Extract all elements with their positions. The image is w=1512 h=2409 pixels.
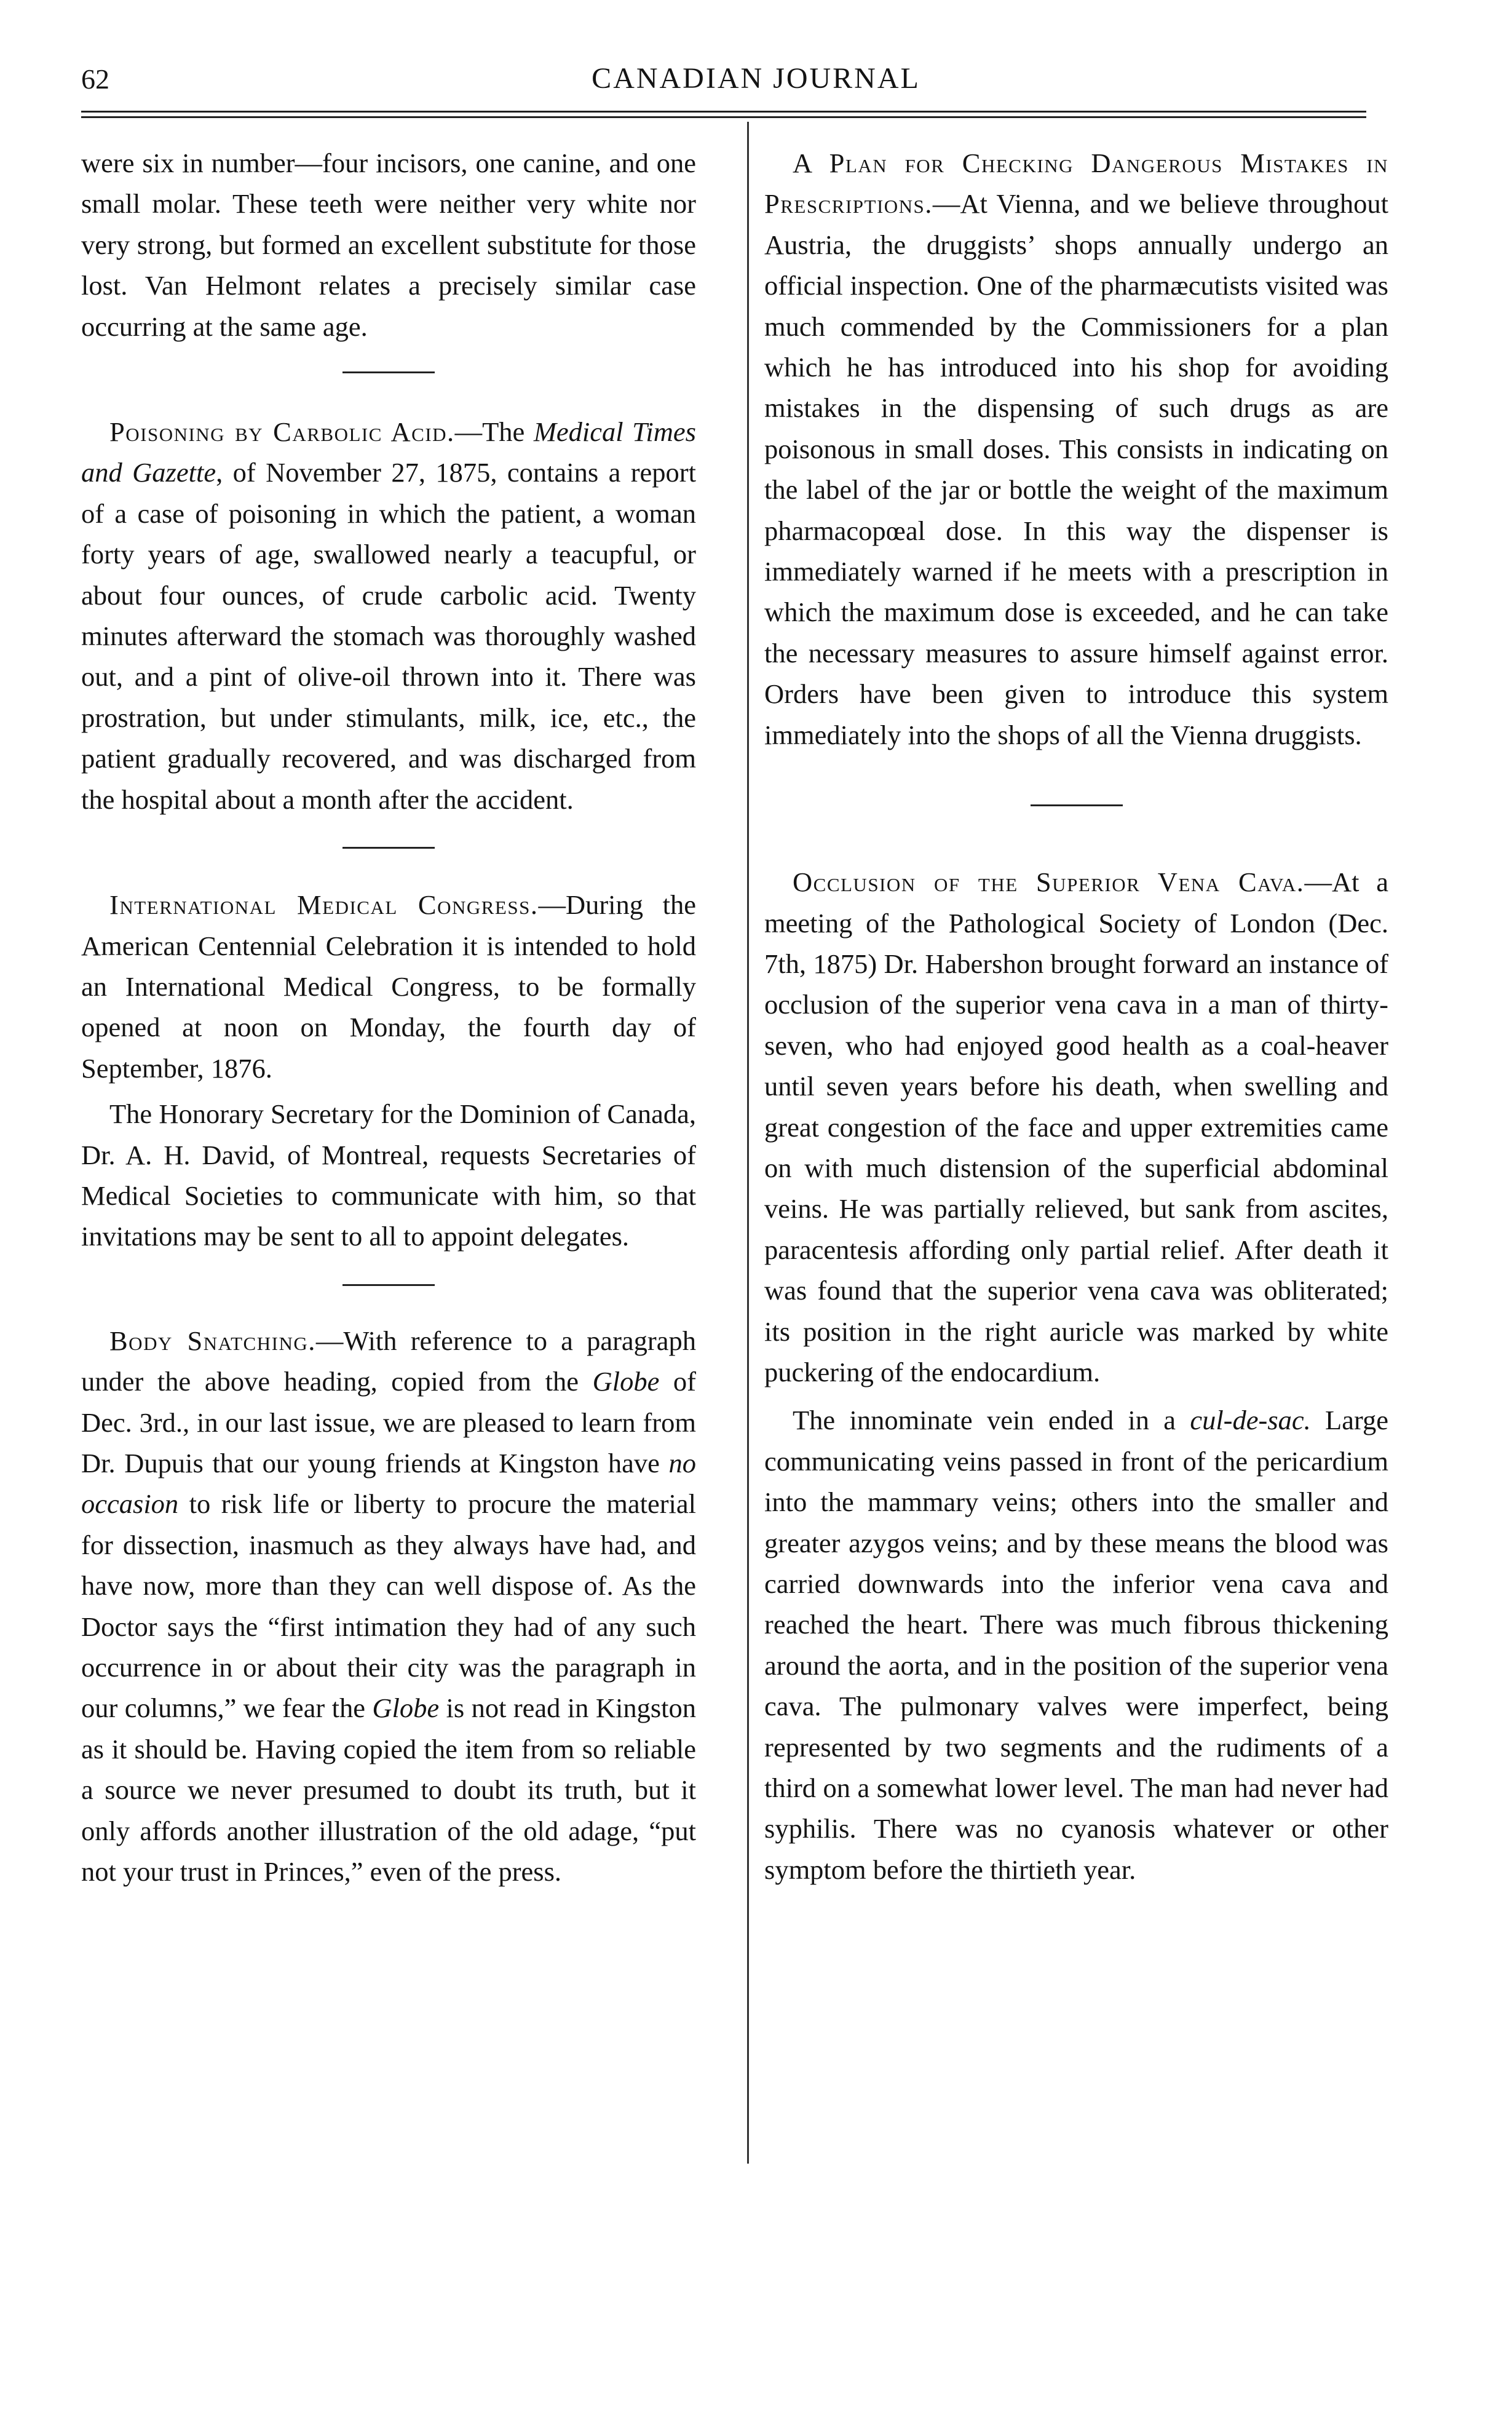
publication-title: Globe (372, 1693, 440, 1724)
article-paragraph (764, 862, 1388, 1392)
article-paragraph: The Honorary Secretary for the Dominion of Canada, Dr. A. H. David, of Montreal, requests Secretaries of Medical Societies to communicate with him, so that invitations may be sent to all to appoint delegates. (81, 1098, 696, 1252)
article-heading: A Plan for Checking Dangerous Mistakes in Prescriptions. (764, 148, 1388, 220)
article-text: is not read in Kingston as it should be. Having copied the item from so reliable a source we never presumed to doubt its truth, but it only affords another illustration of the old adage, “put not your trust in Princes,” even of the press. (81, 1693, 696, 1887)
column-divider (747, 122, 749, 2164)
article-text: —At Vienna, and we believe throughout Austria, the druggists’ shops annually undergo an official inspection. One of the pharmæcutists visited was much commended by the Commissioners for a plan which he has introduced into his shop for avoiding mistakes in the dispensing of such drugs as are poisonous in small doses. This consists in indicating on the label of the jar or bottle the weight of the maximum pharmacopœal dose. In this way the dispenser is immediately warned if he meets with a prescription in which the maximum dose is exceeded, and he can take the necessary measures to assure himself against error. Orders have been given to introduce this system immediately into the shops of all the Vienna druggists. (764, 188, 1388, 750)
continuation-paragraph: were six in number—four incisors, one canine, and one small molar. These teeth were neither very white nor very strong, but formed an excellent substitute for those lost. Van Helmont relates a precisely similar case occurring at the same age. (81, 148, 696, 342)
publication-title: Medical Times and Gazette (81, 416, 697, 488)
publication-title: Globe (592, 1366, 660, 1397)
article-heading: Occlusion of the Superior Vena Cava. (793, 867, 1305, 898)
right-column (764, 143, 1388, 1890)
article-paragraph (81, 411, 696, 820)
article-vena-cava (764, 862, 1388, 1890)
article-text: , of November 27, 1875, contains a report of a case of poisoning in which the patient, a woman forty years of age, swallowed nearly a teacupful, or about four ounces, of crude carbolic acid. Twenty minutes afterward the stomach was thoroughly washed out, and a pint of olive-oil thrown into it. There was prostration, but under stimulants, milk, ice, etc., the patient gradually recovered, and was discharged from the hospital about a month after the accident. (81, 457, 696, 815)
article-text: —The (454, 416, 534, 448)
emphasis: no occasion (81, 1447, 696, 1520)
running-title: CANADIAN JOURNAL (592, 62, 920, 95)
article-body-snatching (81, 1320, 696, 1892)
article-paragraph (764, 1400, 1388, 1890)
article-text: —During the American Centennial Celebration it is intended to hold an International Medical Congress, to be formally opened at noon on Monday, the fourth day of September, 1876. (81, 889, 696, 1084)
article-paragraph (764, 143, 1388, 755)
article-medical-congress (81, 884, 696, 1257)
article-heading: Body Snatching. (109, 1325, 316, 1356)
header-rule-bottom (81, 116, 1366, 118)
article-text: of Dec. 3rd., in our last issue, we are pleased to learn from Dr. Dupuis that our young friends at Kingston have (81, 1366, 696, 1478)
article-heading: International Medical Congress. (109, 889, 539, 921)
page-number: 62 (81, 63, 109, 95)
article-text: The innominate vein ended in a (793, 1405, 1190, 1436)
article-heading: Poisoning by Carbolic Acid. (109, 416, 455, 448)
article-prescriptions (764, 143, 1388, 755)
article-paragraph (81, 884, 696, 1089)
left-column (81, 143, 696, 1892)
article-text: —With reference to a paragraph under the above heading, copied from the (81, 1325, 696, 1397)
article-paragraph (81, 1320, 696, 1892)
article-text: Large communicating veins passed in front of the pericardium into the mammary veins; others into the smaller and greater azygos veins; and by these means the blood was carried downwards into the inferior vena cava and reached the heart. There was much fibrous thickening around the aorta, and in the position of the superior vena cava. The pulmonary valves were imperfect, being represented by two segments and the rudiments of a third on a somewhat lower level. The man had never had syphilis. There was no cyanosis whatever or other symptom before the thirtieth year. (764, 1405, 1388, 1885)
article-text: to risk life or liberty to procure the material for dissection, inasmuch as they always have had, and have now, more than they can well dispose of. As the Doctor says the “first intimation they had of any such occurrence in or about their city was the paragraph in our columns,” we fear the (81, 1488, 696, 1724)
article-text: —At a meeting of the Pathological Society of London (Dec. 7th, 1875) Dr. Habershon brought forward an instance of occlusion of the superior vena cava in a man of thirty-seven, who had enjoyed good health as a coal-heaver until seven years before his death, when swelling and great congestion of the face and upper extremities came on with much distension of the superficial abdominal veins. He was partially relieved, but sank from ascites, paracentesis affording only partial relief. After death it was found that the superior vena cava was obliterated; its position in the right auricle was marked by white puckering of the endocardium. (764, 867, 1388, 1387)
header-rule-top (81, 111, 1366, 113)
emphasis: cul-de-sac. (1190, 1405, 1311, 1436)
article-carbolic-acid (81, 411, 696, 820)
